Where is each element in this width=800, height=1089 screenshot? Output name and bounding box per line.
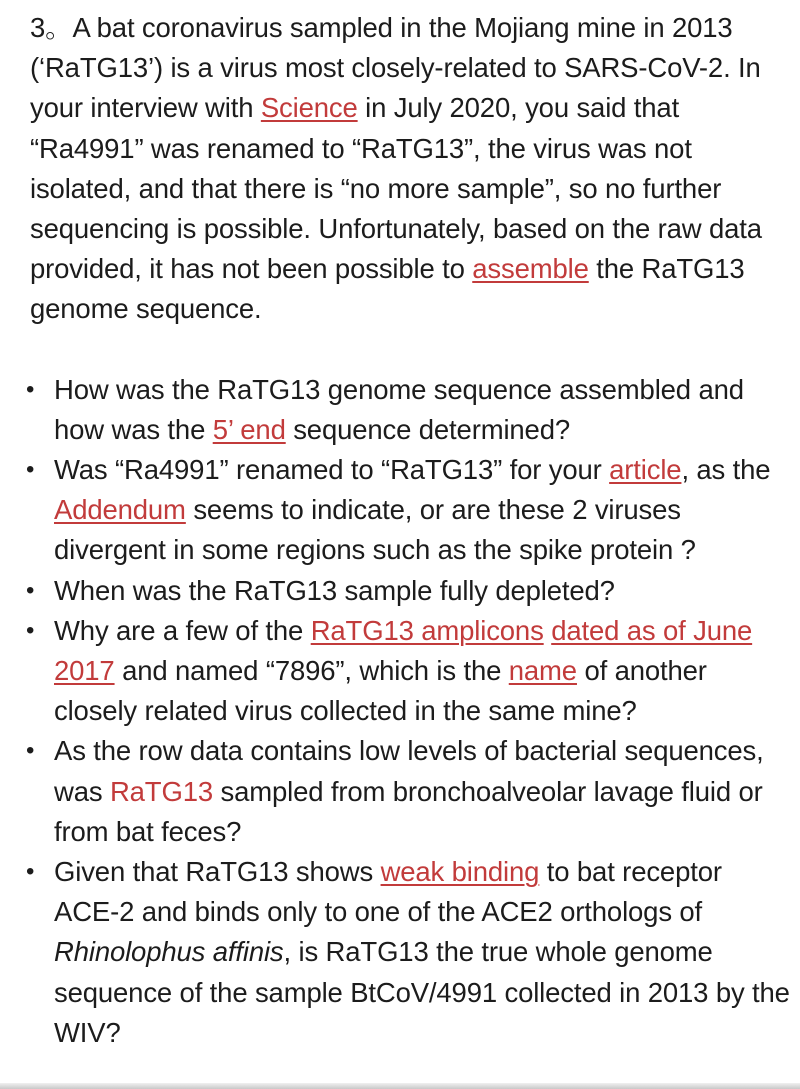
paragraph-spacer	[30, 330, 790, 370]
q4-text-3: and named “7896”, which is the	[114, 655, 509, 687]
q6-text-1: Given that RaTG13 shows	[54, 856, 381, 888]
question-item-assembly	[26, 370, 790, 450]
q3-text-1: When was the RaTG13 sample fully depleted?	[54, 574, 615, 606]
intro-text-3: the RaTG13 genome sequence.	[30, 253, 745, 325]
q2-text-3: seems to indicate, or are these 2 viruses divergent in some regions such as the spike protein ?	[54, 494, 696, 566]
bottom-scroll-edge	[0, 1083, 800, 1089]
question-item-amplicons	[26, 611, 790, 732]
q6-text-2: to bat receptor ACE-2 and binds only to one of the ACE2 orthologs of	[54, 856, 722, 928]
q5-text-2: sampled from bronchoalveolar lavage fluid or from bat feces?	[54, 775, 763, 847]
intro-paragraph	[30, 8, 790, 330]
intro-text-1: A bat coronavirus sampled in the Mojiang mine in 2013 (‘RaTG13’) is a virus most closely-related to SARS-CoV-2. In your interview with	[30, 12, 761, 124]
q4-text-1: Why are a few of the	[54, 614, 311, 646]
question-item-binding	[26, 852, 790, 1053]
intro-text-2: in July 2020, you said that “Ra4991” was renamed to “RaTG13”, the virus was not isolated, and that there is “no more sample”, so no further sequencing is possible. Unfortunately, based on the raw data provided, it has not been possible to	[30, 92, 762, 285]
bullet-icon: •	[26, 375, 35, 403]
article-link[interactable]: article	[609, 454, 682, 486]
addendum-link[interactable]: Addendum	[54, 494, 186, 526]
q4-text-4: of another closely related virus collected in the same mine?	[54, 655, 707, 727]
ratg13-highlight: RaTG13	[109, 775, 213, 807]
name-link[interactable]: name	[508, 655, 577, 687]
five-prime-end-link[interactable]: 5’ end	[212, 413, 286, 445]
q2-text-1: Was “Ra4991” renamed to “RaTG13” for your	[54, 454, 610, 486]
bullet-icon: •	[26, 616, 35, 644]
q2-text-2: , as the	[681, 454, 771, 486]
question-item-depleted	[26, 571, 790, 611]
bullet-icon: •	[26, 737, 35, 765]
bullet-icon: •	[26, 456, 35, 484]
science-link[interactable]: Science	[260, 92, 358, 124]
bullet-icon: •	[26, 858, 35, 886]
weak-binding-link[interactable]: weak binding	[380, 856, 540, 888]
q5-text-1: As the row data contains low levels of bacterial sequences, was	[54, 735, 764, 807]
questions-list	[26, 370, 790, 1053]
question-item-bacterial	[26, 731, 790, 852]
q1-text-1: How was the RaTG13 genome sequence assembled and how was the	[54, 373, 744, 445]
document-body	[26, 8, 790, 1053]
question-item-renamed	[26, 450, 790, 571]
assemble-link[interactable]: assemble	[472, 253, 589, 285]
ratg13-amplicons-link[interactable]: RaTG13 amplicons	[310, 614, 544, 646]
q6-text-3: , is RaTG13 the true whole genome sequence of the sample BtCoV/4991 collected in 2013 by the WIV?	[54, 936, 790, 1048]
section-number: 3。	[30, 12, 73, 43]
q1-text-2: sequence determined?	[285, 413, 570, 445]
species-name: Rhinolophus affinis	[54, 936, 284, 968]
dated-june-2017-link[interactable]: dated as of June 2017	[54, 614, 753, 687]
bullet-icon: •	[26, 576, 35, 604]
